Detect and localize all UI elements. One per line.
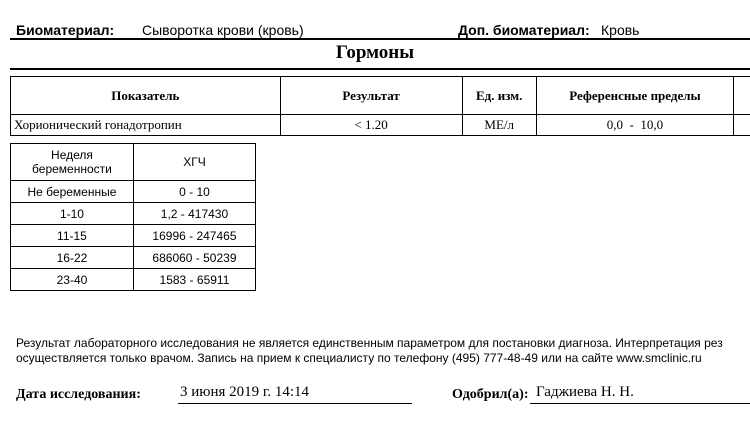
extra-biomaterial-label: Доп. биоматериал: <box>458 22 590 38</box>
reference-cell: 0,0 - 10,0 <box>536 115 733 136</box>
hcg-column-header: ХГЧ <box>133 144 255 181</box>
table-row <box>11 181 256 203</box>
week-cell: 1-10 <box>11 203 134 225</box>
extra-biomaterial-value: Кровь <box>601 22 640 38</box>
week-column-header: Неделя беременности <box>11 144 134 181</box>
results-table <box>10 76 750 136</box>
biomaterial-label: Биоматериал: <box>16 22 115 38</box>
date-underline <box>178 403 412 404</box>
disclaimer-line-2: осуществляется только врачом. Запись на прием к специалисту по телефону (495) 777-48-49 или на сайте www.smclinic.ru <box>16 351 702 365</box>
hcg-cell: 1,2 - 417430 <box>133 203 255 225</box>
table-row <box>11 115 750 136</box>
date-value: 3 июня 2019 г. 14:14 <box>180 384 310 400</box>
extra-cell <box>733 115 750 136</box>
pregnancy-table <box>10 143 256 291</box>
column-header-extra <box>733 77 750 115</box>
approved-value: Гаджиева Н. Н. <box>536 384 634 400</box>
section-rule <box>10 68 750 70</box>
week-cell: 11-15 <box>11 225 134 247</box>
pregnancy-header-row <box>11 144 256 181</box>
table-row <box>11 269 256 291</box>
results-header-row <box>11 77 750 115</box>
column-header-reference: Референсные пределы <box>536 77 733 115</box>
header-rule <box>10 38 750 40</box>
hcg-cell: 0 - 10 <box>133 181 255 203</box>
table-row <box>11 203 256 225</box>
disclaimer-line-1: Результат лабораторного исследования не является единственным параметром для постановки диагноза. Интерпретация рез <box>16 336 723 350</box>
hcg-cell: 16996 - 247465 <box>133 225 255 247</box>
hcg-cell: 1583 - 65911 <box>133 269 255 291</box>
column-header-unit: Ед. изм. <box>462 77 536 115</box>
section-title: Гормоны <box>335 42 415 63</box>
indicator-cell: Хорионический гонадотропин <box>11 115 281 136</box>
column-header-result: Результат <box>280 77 462 115</box>
week-cell: 23-40 <box>11 269 134 291</box>
table-row <box>11 225 256 247</box>
table-row <box>11 247 256 269</box>
column-header-indicator: Показатель <box>11 77 281 115</box>
result-cell: < 1.20 <box>280 115 462 136</box>
approved-label: Одобрил(а): <box>452 387 529 402</box>
approved-underline <box>530 403 750 404</box>
date-label: Дата исследования: <box>16 387 141 402</box>
week-cell: Не беременные <box>11 181 134 203</box>
hcg-cell: 686060 - 50239 <box>133 247 255 269</box>
unit-cell: МЕ/л <box>462 115 536 136</box>
biomaterial-value: Сыворотка крови (кровь) <box>142 22 304 38</box>
week-cell: 16-22 <box>11 247 134 269</box>
